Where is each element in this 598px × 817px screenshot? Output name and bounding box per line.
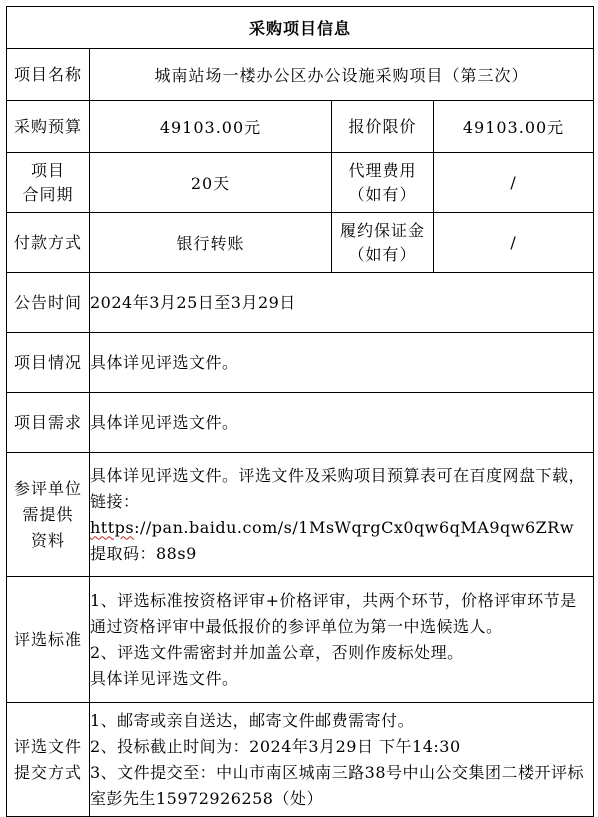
requirement-label: 项目需求	[7, 393, 90, 453]
payment-label: 付款方式	[7, 213, 90, 273]
payment-row	[7, 213, 594, 273]
budget-row	[7, 101, 594, 153]
contract-period-row	[7, 153, 594, 213]
materials-row	[7, 453, 594, 577]
submission-label	[7, 703, 90, 817]
contract-period-value: 20天	[90, 153, 332, 213]
contract-period-label-line1: 项目	[30, 160, 65, 180]
budget-value: 49103.00元	[90, 101, 332, 153]
performance-bond-label-line2: （如有）	[348, 244, 417, 264]
title-row	[7, 7, 594, 49]
submission-value	[90, 703, 594, 817]
materials-label-line2: 需提供	[22, 504, 74, 524]
table-title: 采购项目信息	[7, 7, 594, 49]
agency-fee-label	[332, 153, 434, 213]
materials-label-line3: 资料	[30, 530, 65, 550]
requirement-row	[7, 393, 594, 453]
procurement-info-table	[6, 6, 594, 817]
submission-line3: 3、文件提交至：中山市南区城南三路38号中山公交集团二楼开评标室彭先生15972926258（处）	[90, 762, 585, 808]
submission-line1: 1、邮寄或亲自送达，邮寄文件邮费需寄付。	[90, 710, 415, 730]
situation-value: 具体详见评选文件。	[90, 333, 594, 393]
submission-label-line2: 提交方式	[13, 762, 82, 782]
payment-value: 银行转账	[90, 213, 332, 273]
requirement-value: 具体详见评选文件。	[90, 393, 594, 453]
performance-bond-label	[332, 213, 434, 273]
criteria-row	[7, 577, 594, 703]
criteria-label: 评选标准	[7, 577, 90, 703]
price-limit-label: 报价限价	[332, 101, 434, 153]
submission-line2: 2、投标截止时间为：2024年3月29日 下午14:30	[90, 736, 461, 756]
contract-period-label	[7, 153, 90, 213]
materials-label-line1: 参评单位	[13, 478, 82, 498]
criteria-value	[90, 577, 594, 703]
announcement-label: 公告时间	[7, 273, 90, 333]
extract-code: 提取码：88s9	[90, 543, 197, 563]
performance-bond-label-line1: 履约保证金	[339, 220, 425, 240]
agency-fee-label-line1: 代理费用	[348, 160, 417, 180]
contract-period-label-line2: 合同期	[22, 184, 74, 204]
agency-fee-label-line2: （如有）	[348, 184, 417, 204]
submission-row	[7, 703, 594, 817]
criteria-line2: 2、评选文件需密封并加盖公章，否则作废标处理。	[90, 642, 464, 662]
link-rest[interactable]: ://pan.baidu.com/s/1MsWqrgCx0qw6qMA9qw6ZRw	[134, 517, 575, 537]
announcement-value: 2024年3月25日至3月29日	[90, 273, 594, 333]
situation-row	[7, 333, 594, 393]
project-name-label: 项目名称	[7, 49, 90, 101]
performance-bond-value: /	[434, 213, 594, 273]
criteria-line3: 具体详见评选文件。	[90, 668, 239, 688]
submission-label-line1: 评选文件	[13, 736, 82, 756]
project-name-value: 城南站场一楼办公区办公设施采购项目（第三次）	[90, 49, 594, 101]
link-prefix[interactable]: https	[90, 517, 135, 537]
budget-label: 采购预算	[7, 101, 90, 153]
materials-text: 具体详见评选文件。评选文件及采购项目预算表可在百度网盘下载，链接：	[90, 465, 586, 511]
situation-label: 项目情况	[7, 333, 90, 393]
project-name-row	[7, 49, 594, 101]
criteria-line1: 1、评选标准按资格评审+价格评审，共两个环节，价格评审环节是通过资格评审中最低报价的参评单位为第一中选候选人。	[90, 590, 577, 636]
price-limit-value: 49103.00元	[434, 101, 594, 153]
download-link[interactable]	[90, 515, 593, 541]
materials-value	[90, 453, 594, 577]
announcement-row	[7, 273, 594, 333]
materials-label	[7, 453, 90, 577]
agency-fee-value: /	[434, 153, 594, 213]
